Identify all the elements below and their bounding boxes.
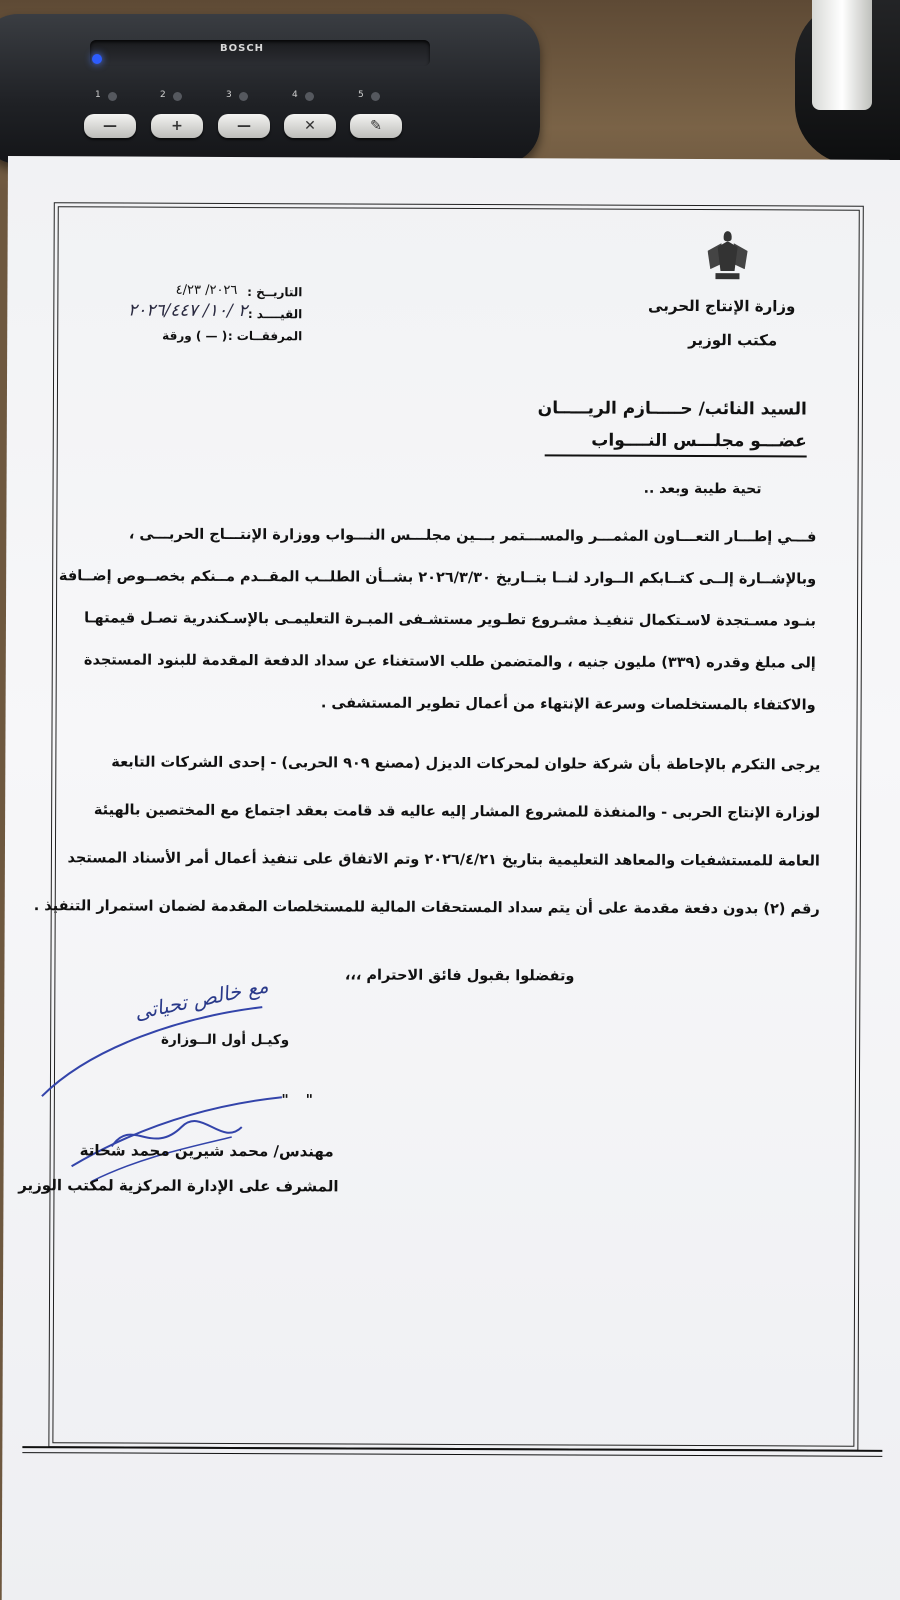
quote-marks: " " <box>281 1092 319 1109</box>
indicator-dot-icon <box>305 92 314 101</box>
plus-icon: + <box>171 118 183 134</box>
signatory-title: وكيـل أول الــوزارة <box>161 1031 290 1049</box>
footer-rule-thin <box>22 1452 882 1457</box>
handset-icon: ✎ <box>370 118 382 134</box>
device-button-5[interactable] <box>350 114 402 138</box>
paragraph1-line: إلى مبلغ وقدره (٣٣٩) مليون جنيه ، والمتضمن طلب الاستغناء عن سداد الدفعة المقدمة للبنود المستجدة <box>83 652 816 672</box>
cross-icon: ✕ <box>304 118 316 134</box>
attachments-value: ( — ) ورقة <box>162 328 228 343</box>
eagle-emblem-icon <box>707 229 747 287</box>
button-number: 2 <box>160 90 166 100</box>
date-value: ٢٠٢٦/ ٤/٢٣ <box>175 282 238 299</box>
button-number: 5 <box>358 90 364 100</box>
button-number: 4 <box>292 90 298 100</box>
ref-value: ٢ /١٠/ ٢٠٢٦/٤٤٧ <box>127 300 248 322</box>
handwritten-note: مع خالص تحياتى <box>132 973 271 1025</box>
footer-rule <box>22 1446 882 1452</box>
microphone-stem <box>812 0 872 110</box>
signatory-position: المشرف على الإدارة المركزية لمكتب الوزير <box>18 1176 339 1196</box>
office-name: مكتب الوزير <box>688 330 778 350</box>
ref-label: القيــــد : <box>247 307 303 322</box>
attachments-label: المرفقــات : <box>227 328 303 344</box>
indicator-dot-icon <box>108 92 117 101</box>
paragraph1-line: والاكتفاء بالمستخلصات وسرعة الإنتهاء من أعمال تطوير المستشفى . <box>320 695 816 714</box>
device-button-2[interactable] <box>151 114 203 138</box>
indicator-dot-icon <box>371 92 380 101</box>
paragraph2-line: رقم (٢) بدون دفعة مقدمة على أن يتم سداد المستحقات المالية للمستخلصات المقدمة لضمان استمرار التنفيذ . <box>33 898 820 918</box>
indicator-dot-icon <box>173 92 182 101</box>
button-number: 3 <box>226 90 232 100</box>
letter-paper <box>2 156 900 1600</box>
bosch-conference-unit <box>0 14 540 164</box>
minus-bar-icon: — <box>103 118 117 134</box>
paragraph2-line: العامة للمستشفيات والمعاهد التعليمية بتاريخ ٢٠٢٦/٤/٢١ وتم الاتفاق على تنفيذ أعمال أمر الأسناد المستجد <box>67 850 820 870</box>
device-button-3[interactable] <box>218 114 270 138</box>
indicator-dot-icon <box>239 92 248 101</box>
date-label: التاريــخ : <box>247 285 303 300</box>
page-border <box>52 206 859 1446</box>
button-number: 1 <box>95 90 101 100</box>
paragraph2-line: يرجى التكرم بالإحاطة بأن شركة حلوان لمحركات الديزل (مصنع ٩٠٩ الحربى) - إحدى الشركات التابعة <box>111 754 821 774</box>
minus-icon: — <box>237 118 251 134</box>
paragraph1-line: بنـود مسـتجدة لاسـتكمال تنفيـذ مشـروع تطـوير مستشـفى المبـرة التعليمـى بالإسـكندرية تصـل قيمتهـا <box>84 610 817 630</box>
addressee-title: عضـــو مجلـــس النــــواب <box>591 430 807 452</box>
paragraph2-line: لوزارة الإنتاج الحربى - والمنفذة للمشروع المشار إليه عاليه قد قامت بعقد اجتماع مع المختصين بالهيئة <box>93 802 821 822</box>
closing-line: وتفضلوا بقبول فائق الاحترام ،،، <box>344 967 575 985</box>
device-button-4[interactable] <box>284 114 336 138</box>
signatory-name: مهندس/ محمد شيرين محمد شحاتة <box>79 1141 334 1161</box>
paragraph1-line: وبالإشــارة إلــى كتــابكم الــوارد لنــا بتــاريخ ٢٠٢٦/٣/٣٠ بشــأن الطلــب المقــدم مــنكم بخصــوص إضــافة <box>58 568 817 588</box>
device-brand: BOSCH <box>220 43 265 54</box>
blue-led-icon <box>92 54 102 64</box>
paragraph1-line: فـــي إطـــار التعـــاون المثمـــر والمســـتمر بـــين مجلـــس النـــواب ووزارة الإنتـــاج الحربـــى ، <box>128 526 817 546</box>
addressee-name: السيد النائب/ حـــــازم الريـــــان <box>537 398 807 420</box>
device-button-1[interactable] <box>84 114 136 138</box>
greeting: تحية طيبة وبعد .. <box>643 480 762 498</box>
ministry-name: وزارة الإنتاج الحربى <box>648 296 796 316</box>
